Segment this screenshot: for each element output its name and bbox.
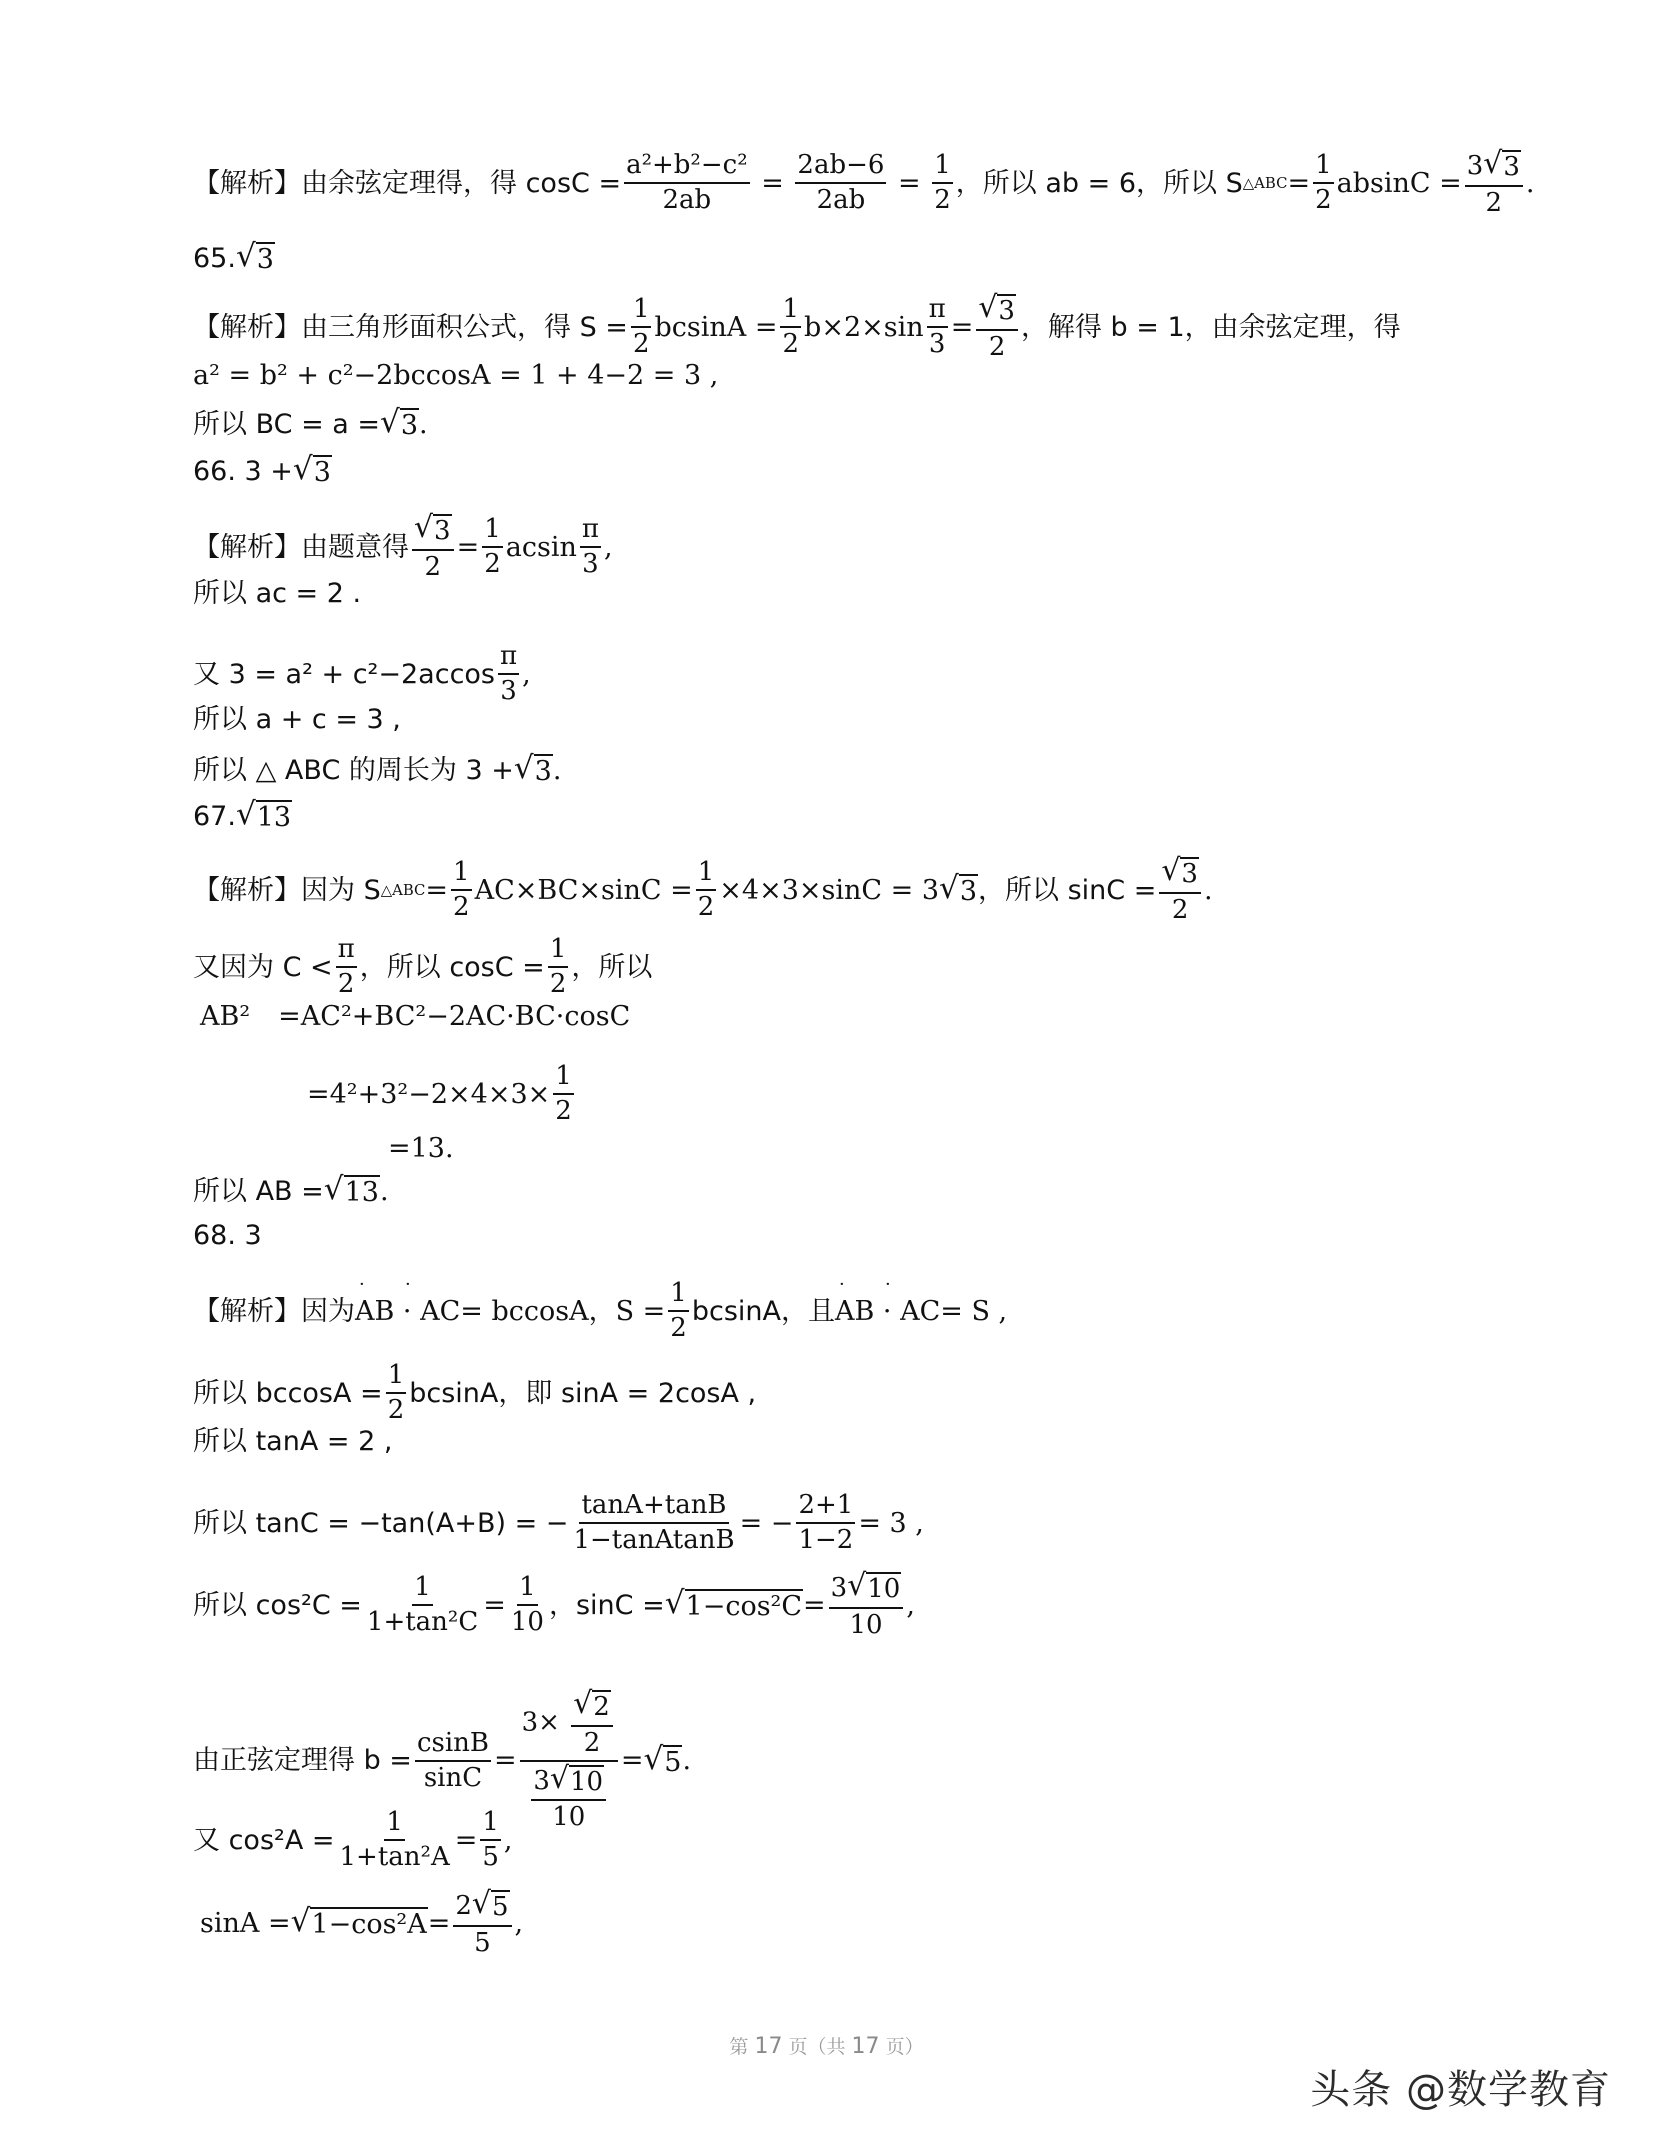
sqrt: √ 3 (235, 238, 274, 275)
solution-66-line3: 又 3 = a² + c²−2accos $\frac{\pi}{3}$ , (193, 641, 531, 707)
solution-68-line8: sinA = √ 1−cos²A = 2 √ 5 5 , (200, 1886, 524, 1958)
fraction: 3 √ 3 2 (1465, 150, 1523, 217)
question-65-answer: 65. √ 3 (193, 238, 274, 275)
solution-67-line5: =13. (388, 1133, 454, 1164)
compound-fraction: 3× √ 2 2 3 √ 10 10 (520, 1690, 618, 1832)
solution-64-line: 【解析】由余弦定理得，得 cosC = $\frac{\text{a²+b²−c²}}{2ab}$ = $\frac{2ab-6}{2ab}$ = $\frac{1}{2}$ ，所以 ab = 6，所以 S △ABC = $\frac{1}{2}$ absinC = 3 √ 3 2 . (193, 146, 1535, 218)
solution-68-line1: 【解析】因为 · AB · AC · = bccosA，S = $\frac{1}{2}$ bcsinA，且 · AB · AC · = S , (193, 1280, 1007, 1343)
fraction: $\frac{\text{a²+b²−c²}}{2ab}$ (626, 150, 748, 216)
question-66-answer: 66. 3 + √ 3 (193, 451, 331, 488)
solution-67-line3: AB² =AC²+BC²−2AC·BC·cosC (200, 1001, 631, 1032)
solution-68-line4: 所以 tanC = −tan(A+B) = − $\frac{\tan A+\tan B}{\text{1−tanAtanB}}$ = − $\frac{2+1}{1-2}$ = 3 , (193, 1490, 924, 1556)
solution-67-line4: =4²+3²−2×4×3× $\frac{1}{2}$ (307, 1061, 572, 1127)
question-68-answer: 68. 3 (193, 1220, 262, 1251)
fraction: $\frac{1}{2}$ (934, 150, 951, 216)
page-total: 17 (851, 2034, 880, 2059)
solution-68-line5: 所以 cos²C = $\frac{1}{\text{1+tan²C}}$ = $\frac{1}{10}$ ，sinC = √ 1−cos²C = 3 √ 10 10 , (193, 1568, 915, 1640)
vector-dot-product: · AB · AC · (355, 1298, 460, 1325)
solution-68-line3: 所以 tanA = 2 , (193, 1426, 393, 1457)
solution-67-line6: 所以 AB = √ 13 . (193, 1171, 389, 1208)
text: 【解析】由余弦定理得，得 cosC = (193, 167, 622, 199)
solution-66-line5: 所以 △ ABC 的周长为 3 + √ 3 . (193, 750, 562, 787)
solution-68-line7: 又 cos²A = $\frac{1}{\text{1+tan²A}}$ = $\frac{1}{5}$ , (193, 1807, 513, 1873)
solution-66-line4: 所以 a + c = 3 , (193, 704, 401, 735)
fraction: $\frac{2ab-6}{2ab}$ (797, 150, 885, 216)
vector-dot-product: · AB · AC · (835, 1298, 940, 1325)
solution-67-line2: 又因为 C < $\frac{\pi}{2}$ ，所以 cosC = $\frac{1}{2}$ ，所以 (193, 934, 653, 1000)
solution-68-line2: 所以 bccosA = $\frac{1}{2}$ bcsinA，即 sinA = 2cosA , (193, 1360, 757, 1426)
fraction: $\frac{1}{2}$ (1315, 150, 1332, 216)
solution-65-line2: a² = b² + c²−2bccosA = 1 + 4−2 = 3 , (193, 360, 719, 391)
solution-65-line3: 所以 BC = a = √ 3 . (193, 404, 428, 441)
question-67-answer: 67. √ 13 (193, 796, 292, 833)
solution-66-line2: 所以 ac = 2 . (193, 578, 362, 609)
page-footer: 第 17 页（共 17 页） (729, 2034, 924, 2059)
solution-65-line1: 【解析】由三角形面积公式，得 S = $\frac{1}{2}$ bcsinA = $\frac{1}{2}$ b×2×sin $\frac{\pi}{3}$ = √ 3 2 ，解得 b = 1，由余弦定理，得 (193, 290, 1401, 362)
solution-68-line6: 由正弦定理得 b = $\frac{csinB}{\sin C}$ = 3× √ 2 2 3 √ 10 10 = √ 5 . (193, 1686, 692, 1833)
solution-67-line1: 【解析】因为 S △ABC = $\frac{1}{2}$ AC×BC×sinC = $\frac{1}{2}$ ×4×3×sinC = 3 √ 3 ，所以 sinC = √ 3 2 . (193, 853, 1213, 925)
solution-66-line1: 【解析】由题意得 √ 3 2 = $\frac{1}{2}$ acsin $\frac{\pi}{3}$ , (193, 510, 613, 582)
watermark-text: 头条 @数学教育 (1310, 2067, 1611, 2113)
page-number: 17 (754, 2034, 783, 2059)
